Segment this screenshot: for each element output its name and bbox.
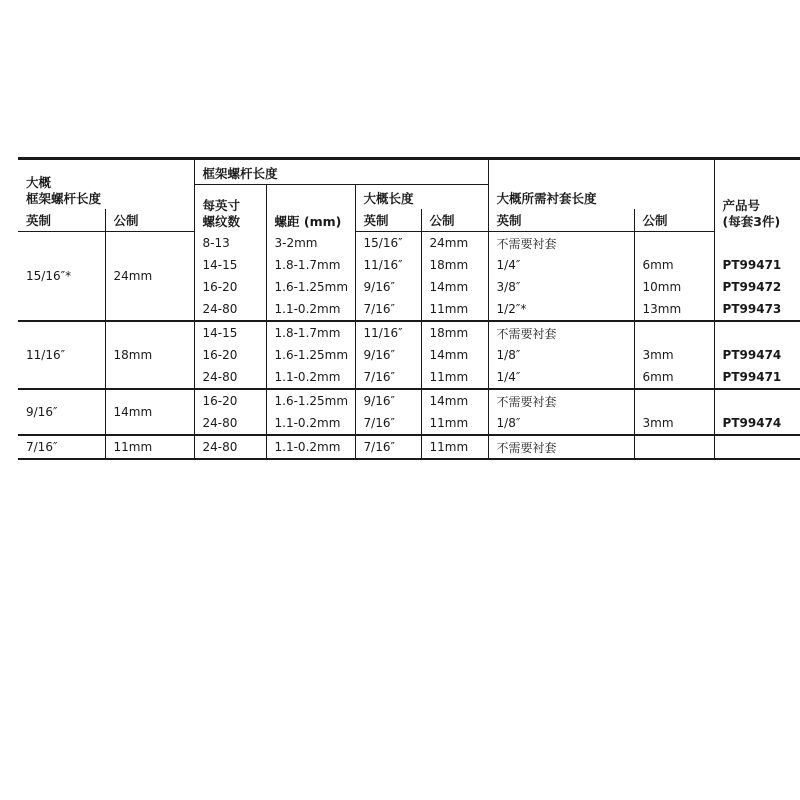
part-number-cell: PT99472 (714, 276, 800, 298)
header-pitch: 螺距 (mm) (266, 185, 355, 232)
frame-imperial-cell: 9/16″ (18, 389, 105, 435)
part-number-cell (714, 389, 800, 412)
table-group (18, 232, 800, 322)
pitch-cell: 1.1-0.2mm (266, 366, 355, 389)
pitch-cell: 1.6-1.25mm (266, 344, 355, 366)
tpi-cell: 24-80 (194, 412, 266, 435)
length-imperial-cell: 15/16″ (355, 232, 421, 255)
tpi-cell: 24-80 (194, 435, 266, 459)
frame-metric-cell: 24mm (105, 232, 194, 322)
tpi-cell: 14-15 (194, 321, 266, 344)
pitch-cell: 1.8-1.7mm (266, 321, 355, 344)
length-metric-cell: 18mm (421, 254, 488, 276)
length-metric-cell: 11mm (421, 366, 488, 389)
length-metric-cell: 14mm (421, 389, 488, 412)
part-number-cell (714, 435, 800, 459)
table-row (18, 321, 800, 344)
length-metric-cell: 14mm (421, 344, 488, 366)
bushing-metric-cell (634, 232, 714, 255)
pitch-cell: 1.6-1.25mm (266, 276, 355, 298)
tpi-cell: 14-15 (194, 254, 266, 276)
length-imperial-cell: 11/16″ (355, 254, 421, 276)
part-number-cell (714, 232, 800, 255)
bushing-imperial-cell: 1/8″ (488, 344, 634, 366)
part-number-cell: PT99474 (714, 344, 800, 366)
length-imperial-cell: 9/16″ (355, 276, 421, 298)
frame-imperial-cell: 11/16″ (18, 321, 105, 389)
frame-imperial-cell: 15/16″* (18, 232, 105, 322)
header-length-imperial: 英制 (355, 209, 421, 232)
frame-metric-cell: 18mm (105, 321, 194, 389)
tpi-cell: 24-80 (194, 298, 266, 321)
length-imperial-cell: 9/16″ (355, 389, 421, 412)
frame-imperial-cell: 7/16″ (18, 435, 105, 459)
bushing-metric-cell: 6mm (634, 366, 714, 389)
bushing-spec-table-wrapper (18, 157, 800, 460)
bushing-imperial-cell: 不需要衬套 (488, 389, 634, 412)
tpi-cell: 8-13 (194, 232, 266, 255)
bushing-metric-cell (634, 389, 714, 412)
pitch-cell: 1.1-0.2mm (266, 435, 355, 459)
header-length-metric: 公制 (421, 209, 488, 232)
length-imperial-cell: 7/16″ (355, 298, 421, 321)
header-bushing-imperial: 英制 (488, 209, 634, 232)
bushing-metric-cell: 6mm (634, 254, 714, 276)
pitch-cell: 1.8-1.7mm (266, 254, 355, 276)
header-tpi: 每英寸 螺纹数 (194, 185, 266, 232)
tpi-cell: 16-20 (194, 276, 266, 298)
length-imperial-cell: 7/16″ (355, 366, 421, 389)
tpi-cell: 16-20 (194, 389, 266, 412)
length-metric-cell: 11mm (421, 298, 488, 321)
part-number-cell (714, 321, 800, 344)
tpi-cell: 24-80 (194, 366, 266, 389)
bushing-metric-cell (634, 321, 714, 344)
bushing-imperial-cell: 不需要衬套 (488, 321, 634, 344)
table-group (18, 321, 800, 389)
table-group (18, 435, 800, 459)
bushing-imperial-cell: 1/8″ (488, 412, 634, 435)
length-imperial-cell: 9/16″ (355, 344, 421, 366)
header-frame-imperial: 英制 (18, 209, 105, 232)
table-row (18, 389, 800, 412)
pitch-cell: 3-2mm (266, 232, 355, 255)
length-imperial-cell: 7/16″ (355, 412, 421, 435)
bushing-imperial-cell: 不需要衬套 (488, 232, 634, 255)
table-row (18, 232, 800, 255)
length-metric-cell: 24mm (421, 232, 488, 255)
length-metric-cell: 14mm (421, 276, 488, 298)
bushing-imperial-cell: 1/2″* (488, 298, 634, 321)
header-frame-metric: 公制 (105, 209, 194, 232)
bushing-imperial-cell: 不需要衬套 (488, 435, 634, 459)
bushing-metric-cell: 10mm (634, 276, 714, 298)
table-group (18, 389, 800, 435)
header-approx-frame-bolt-length: 大概 框架螺杆长度 (18, 159, 194, 210)
frame-metric-cell: 14mm (105, 389, 194, 435)
pitch-cell: 1.6-1.25mm (266, 389, 355, 412)
bushing-spec-table (18, 157, 800, 460)
bushing-metric-cell: 13mm (634, 298, 714, 321)
bushing-imperial-cell: 1/4″ (488, 366, 634, 389)
length-metric-cell: 11mm (421, 412, 488, 435)
pitch-cell: 1.1-0.2mm (266, 298, 355, 321)
header-bushing-metric: 公制 (634, 209, 714, 232)
bushing-metric-cell: 3mm (634, 344, 714, 366)
bushing-metric-cell: 3mm (634, 412, 714, 435)
bushing-metric-cell (634, 435, 714, 459)
bushing-imperial-cell: 1/4″ (488, 254, 634, 276)
length-metric-cell: 18mm (421, 321, 488, 344)
part-number-cell: PT99474 (714, 412, 800, 435)
header-part-number: 产品号 (每套3件) (714, 159, 800, 232)
header-frame-bolt-length: 框架螺杆长度 (194, 159, 488, 185)
header-approx-length: 大概长度 (355, 185, 488, 210)
header-approx-bushing-length: 大概所需衬套长度 (488, 159, 714, 210)
length-imperial-cell: 11/16″ (355, 321, 421, 344)
part-number-cell: PT99471 (714, 366, 800, 389)
table-row (18, 435, 800, 459)
part-number-cell: PT99471 (714, 254, 800, 276)
table-header (18, 159, 800, 232)
bushing-imperial-cell: 3/8″ (488, 276, 634, 298)
frame-metric-cell: 11mm (105, 435, 194, 459)
part-number-cell: PT99473 (714, 298, 800, 321)
length-metric-cell: 11mm (421, 435, 488, 459)
length-imperial-cell: 7/16″ (355, 435, 421, 459)
pitch-cell: 1.1-0.2mm (266, 412, 355, 435)
tpi-cell: 16-20 (194, 344, 266, 366)
